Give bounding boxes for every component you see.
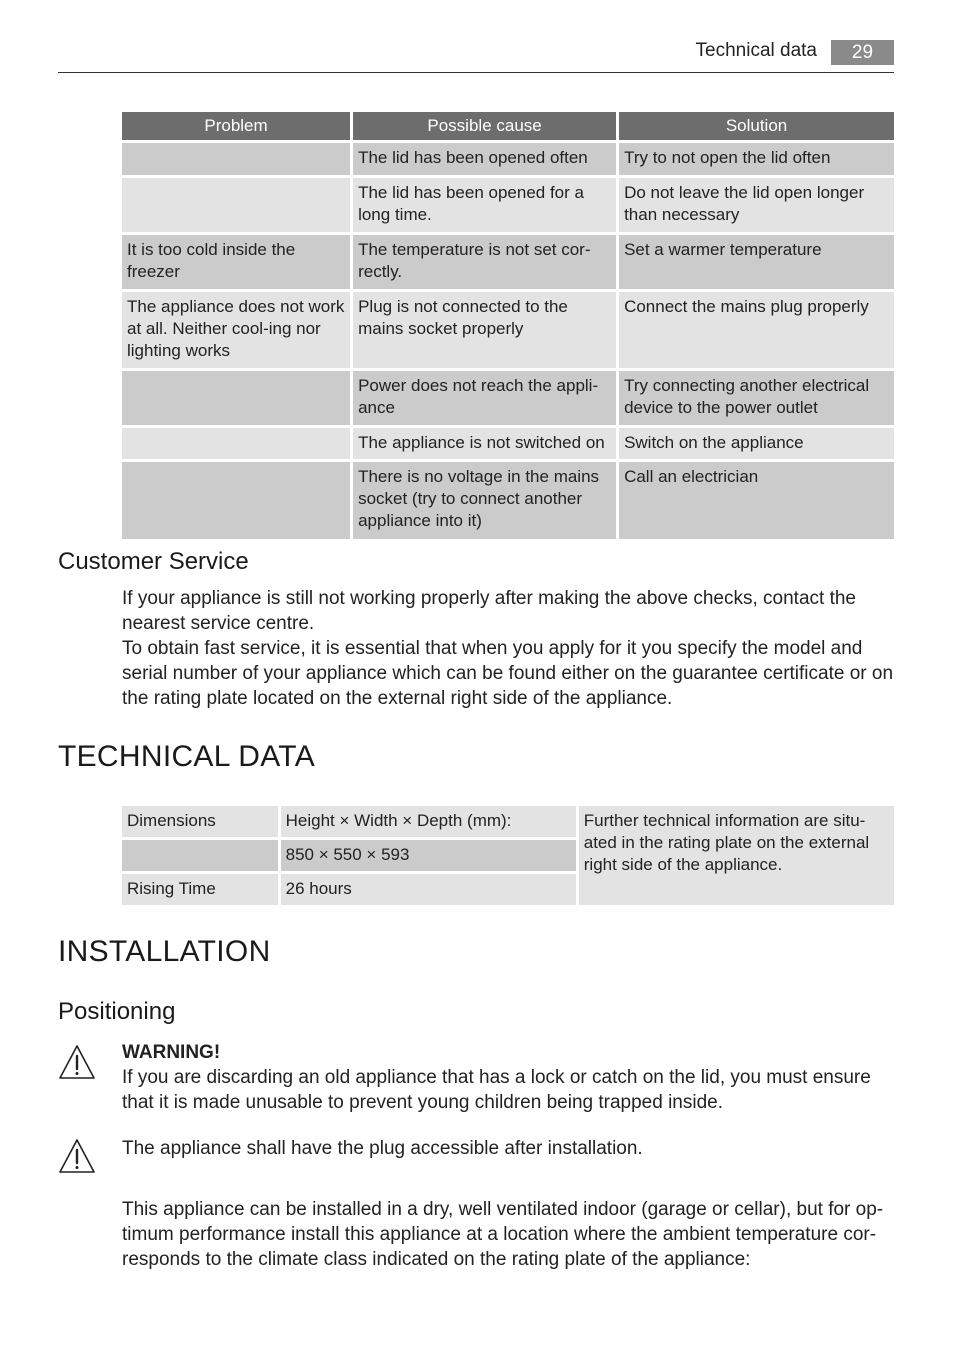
warning-triangle-icon (58, 1044, 96, 1080)
problem-cell (122, 428, 350, 459)
caution-text: The appliance shall have the plug accessible after installation. (122, 1138, 643, 1159)
cause-cell: There is no voltage in the mains socket (try to connect another appliance into it) (353, 462, 616, 539)
cause-cell: Plug is not connected to the mains socket properly (353, 292, 616, 368)
solution-cell: Do not leave the lid open longer than necessary (619, 178, 894, 232)
warning-triangle-icon (58, 1138, 96, 1174)
rising-time-label: Rising Time (122, 874, 278, 905)
cause-cell: The lid has been opened often (353, 143, 616, 175)
table-row (122, 806, 894, 837)
cause-cell: Power does not reach the appli-ance (353, 371, 616, 425)
column-header: Solution (619, 112, 894, 140)
technical-note: Further technical information are situ-ated in the rating plate on the external right side of the appliance. (579, 806, 894, 905)
problem-cell (122, 462, 350, 539)
table-row (122, 178, 894, 232)
column-header: Possible cause (353, 112, 616, 140)
rising-time-value: 26 hours (281, 874, 576, 905)
customer-service-para-1: If your appliance is still not working properly after making the above checks, contact the nearest service centre. (122, 588, 856, 634)
table-header-row (122, 112, 894, 140)
technical-data-table (119, 803, 897, 908)
cause-cell: The appliance is not switched on (353, 428, 616, 459)
technical-data-heading: TECHNICAL DATA (58, 740, 316, 773)
solution-cell: Set a warmer temperature (619, 235, 894, 289)
table-row (122, 371, 894, 425)
warning-text: If you are discarding an old appliance that has a lock or catch on the lid, you must ensure that it is made unusable to prevent young children being trapped inside. (122, 1067, 871, 1113)
page-number: 29 (831, 40, 894, 65)
solution-cell: Switch on the appliance (619, 428, 894, 459)
cause-cell: The lid has been opened for a long time. (353, 178, 616, 232)
customer-service-text (122, 586, 894, 711)
solution-cell: Call an electrician (619, 462, 894, 539)
positioning-heading: Positioning (58, 998, 176, 1025)
problem-cell: The appliance does not work at all. Neither cool-ing nor lighting works (122, 292, 350, 368)
dimensions-header: Height × Width × Depth (mm): (281, 806, 576, 837)
solution-cell: Connect the mains plug properly (619, 292, 894, 368)
problem-cell (122, 143, 350, 175)
customer-service-para-2: To obtain fast service, it is essential that when you apply for it you specify the model and serial number of your appliance which can be found either on the guarantee certificate or on the rating plate located on the external right side of the appliance. (122, 638, 894, 709)
warning-block (122, 1040, 894, 1115)
table-row (122, 462, 894, 539)
warning-title: WARNING! (122, 1042, 221, 1063)
column-header: Problem (122, 112, 350, 140)
troubleshooting-table (119, 109, 897, 542)
table-row (122, 292, 894, 368)
table-row (122, 143, 894, 175)
customer-service-heading: Customer Service (58, 548, 249, 575)
solution-cell: Try connecting another electrical device to the power outlet (619, 371, 894, 425)
table-row (122, 428, 894, 459)
dimensions-value: 850 × 550 × 593 (281, 840, 576, 871)
table-row (122, 235, 894, 289)
cause-cell: The temperature is not set cor-rectly. (353, 235, 616, 289)
problem-cell (122, 371, 350, 425)
installation-heading: INSTALLATION (58, 935, 271, 968)
page-header (58, 38, 894, 73)
solution-cell: Try to not open the lid often (619, 143, 894, 175)
empty-cell (122, 840, 278, 871)
problem-cell: It is too cold inside the freezer (122, 235, 350, 289)
problem-cell (122, 178, 350, 232)
header-title: Technical data (695, 40, 817, 61)
installation-body: This appliance can be installed in a dry, well ventilated indoor (garage or cellar), but for op-timum performance install this appliance at a location where the ambient temperature cor-responds to the climate class indicated on the rating plate of the appliance: (122, 1199, 884, 1270)
dimensions-label: Dimensions (122, 806, 278, 837)
